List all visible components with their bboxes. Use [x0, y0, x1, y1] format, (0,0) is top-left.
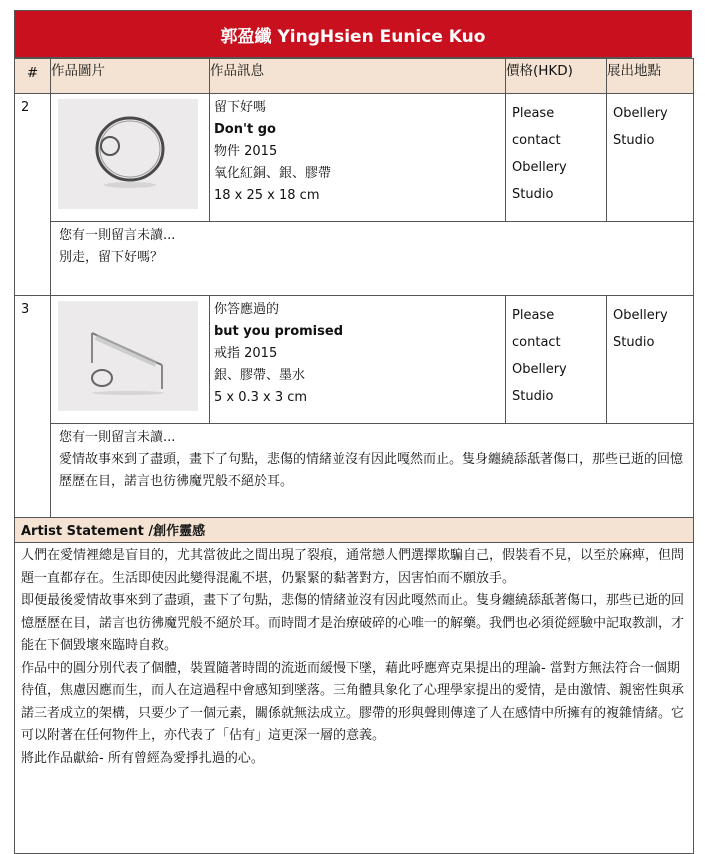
document-sheet [14, 10, 692, 854]
statement-heading: Artist Statement /創作靈感 [15, 518, 694, 543]
price-line: Obellery [512, 160, 567, 175]
header-info: 作品訊息 [210, 59, 506, 94]
work-title-en: Don't go [214, 122, 276, 137]
work-title-en: but you promised [214, 324, 343, 339]
work-info [210, 94, 506, 222]
message-heading: 您有一則留言未讀... [59, 430, 176, 445]
work-message-row [15, 222, 694, 296]
work-category: 物件 2015 [214, 144, 278, 159]
price-line: Studio [512, 389, 554, 404]
statement-paragraph: 即便最後愛情故事來到了盡頭，畫下了句點，悲傷的情緒並沒有因此嘎然而止。隻身纏繞舔舐著傷口，那些已逝的回憶歷歷在目，諾言也彷彿魔咒般不絕於耳。而時間才是治療破碎的心唯一的解藥。我們也必須從經驗中記取教訓，才能在下個毀壞來臨時自救。 [21, 593, 685, 653]
work-number: 2 [15, 94, 51, 296]
artist-title: 郭盈纖 YingHsien Eunice Kuo [14, 10, 692, 58]
work-message [51, 424, 694, 518]
venue-line: Studio [613, 335, 655, 350]
work-image-cell [51, 94, 210, 222]
price-line: Studio [512, 187, 554, 202]
message-text: 別走，留下好嗎？ [59, 250, 164, 265]
work-price [506, 296, 607, 424]
work-info [210, 296, 506, 424]
statement-body [15, 543, 694, 854]
price-line: contact [512, 335, 561, 350]
statement-paragraph: 將此作品獻給- 所有曾經為愛掙扎過的心。 [21, 750, 264, 766]
header-num: # [15, 59, 51, 94]
work-message-row [15, 424, 694, 518]
statement-body-row [15, 543, 694, 854]
header-venue: 展出地點 [607, 59, 694, 94]
price-line: Please [512, 106, 555, 121]
price-line: Obellery [512, 362, 567, 377]
message-text: 愛情故事來到了盡頭，畫下了句點，悲傷的情緒並沒有因此嘎然而止。隻身纏繞舔舐著傷口，那些已逝的回憶歷歷在目，諾言也彷彿魔咒般不絕於耳。 [59, 452, 684, 489]
statement-paragraph: 人們在愛情裡總是盲目的，尤其當彼此之間出現了裂痕，通常戀人們選擇欺騙自己，假裝看不見，以至於麻痺，但問題一直都存在。生活即使因此變得混亂不堪，仍緊緊的黏著對方，因害怕而不願放手。 [21, 548, 685, 586]
statement-paragraph: 作品中的圓分別代表了個體，裝置隨著時間的流逝而緩慢下墜，藉此呼應齊克果提出的理論- 當對方無法符合一個期待值，焦慮因應而生，而人在這過程中會感知到墜落。三角體具象化了心理學家提出的愛情，是由激情、親密性與承諾三者成立的架構，只要少了一個元素，關係就無法成立。膠帶的形與聲則傳達了人在感情中所擁有的複雜情緒。它可以附著在任何物件上，亦代表了「佔有」這更深一層的意義。 [21, 660, 685, 743]
table-header-row [15, 59, 694, 94]
work-row [15, 94, 694, 222]
work-title-zh: 留下好嗎 [214, 100, 267, 115]
work-materials: 銀、膠帶、墨水 [214, 368, 306, 383]
work-materials: 氧化紅銅、銀、膠帶 [214, 166, 332, 181]
ring-image [58, 301, 198, 411]
work-size: 18 x 25 x 18 cm [214, 188, 320, 203]
price-line: Please [512, 308, 555, 323]
work-size: 5 x 0.3 x 3 cm [214, 390, 308, 405]
work-venue [607, 94, 694, 222]
price-line: contact [512, 133, 561, 148]
venue-line: Obellery [613, 106, 668, 121]
header-price: 價格(HKD) [506, 59, 607, 94]
venue-line: Obellery [613, 308, 668, 323]
works-table [14, 58, 694, 854]
work-row [15, 296, 694, 424]
work-number: 3 [15, 296, 51, 518]
work-title-zh: 你答應過的 [214, 302, 280, 317]
work-price [506, 94, 607, 222]
header-image: 作品圖片 [51, 59, 210, 94]
work-image-cell [51, 296, 210, 424]
ring-sculpture-image [58, 99, 198, 209]
work-venue [607, 296, 694, 424]
work-message [51, 222, 694, 296]
message-heading: 您有一則留言未讀... [59, 228, 176, 243]
work-category: 戒指 2015 [214, 346, 278, 361]
venue-line: Studio [613, 133, 655, 148]
statement-header-row [15, 518, 694, 543]
